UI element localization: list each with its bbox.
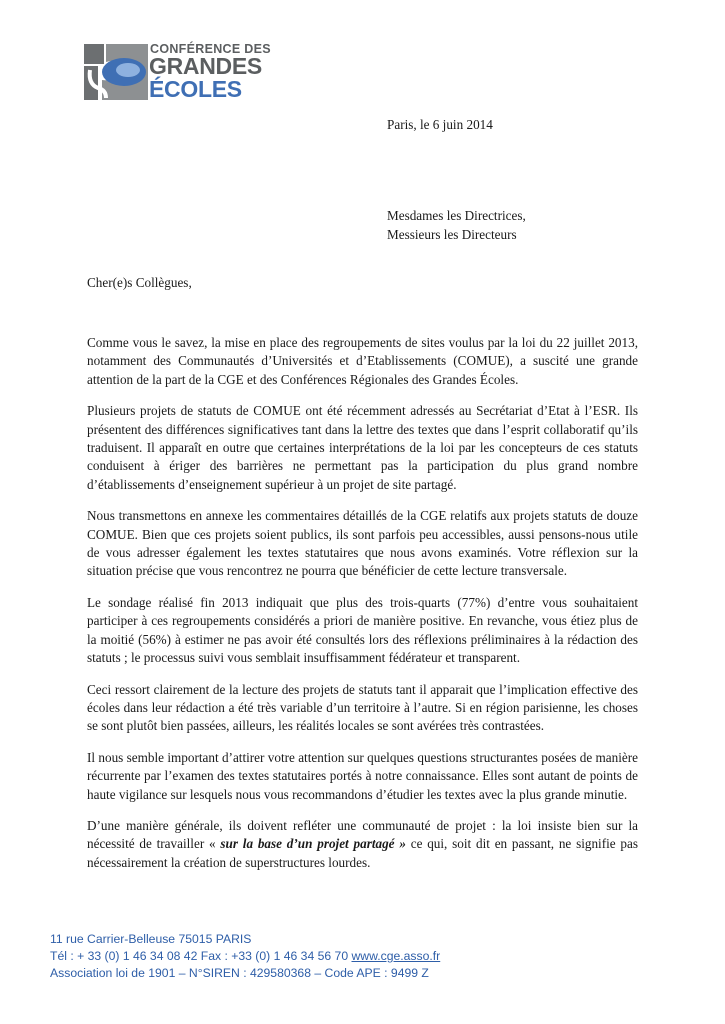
- logo-text-conference-des: CONFÉRENCE DES: [150, 42, 271, 56]
- paragraph-7-start: D’une manière générale, ils doivent refléter une communauté de projet : la loi insiste bien sur la nécessité de travailler «: [87, 817, 638, 852]
- paragraph-4: Le sondage réalisé fin 2013 indiquait que plus des trois-quarts (77%) d’entre vous souhaitaient participer à ces regroupements considérés a priori de manière positive. En revanche, vous étiez plus de la moitié (56%) à estimer ne pas avoir été consultés lors des réflexions préliminaires à la rédaction des statuts ; le processus suivi vous semblait insuffisamment fédérateur et transparent.: [87, 594, 638, 666]
- footer-address: 11 rue Carrier-Belleuse 75015 PARIS: [50, 932, 252, 946]
- letter-date: Paris, le 6 juin 2014: [387, 117, 493, 132]
- logo-text-ecoles: ÉCOLES: [149, 76, 242, 102]
- cge-logo-mark-icon: [84, 40, 148, 104]
- paragraph-7-end: ce qui, soit dit en passant, ne signifie pas nécessairement la création de superstructures lourdes.: [87, 836, 638, 870]
- recipient-block: [387, 207, 526, 244]
- recipient-line-1: Mesdames les Directrices,: [387, 208, 526, 223]
- footer-contact: [50, 948, 440, 965]
- paragraph-2: Plusieurs projets de statuts de COMUE ont été récemment adressés au Secrétariat d’Etat à l’ESR. Ils présentent des différences significatives tant dans la lettre des textes que dans l’esprit collaboratif qu’ils traduisent. Il apparaît en outre que certaines interprétations de la loi par les concepteurs de ces statuts conduisent à ériger des barrières ne permettant pas la participation du plus grand nombre d’établissements d’enseignement supérieur à un projet de site partagé.: [87, 403, 638, 492]
- footer-legal: Association loi de 1901 – N°SIREN : 429580368 – Code APE : 9499 Z: [50, 966, 429, 980]
- paragraph-3: Nous transmettons en annexe les commentaires détaillés de la CGE relatifs aux projets statuts de douze COMUE. Bien que ces projets soient publics, ils sont parfois peu accessibles, aussi pensons-nous utile de vous adresser également les textes statutaires que nous avons examinés. Votre réflexion sur la situation précise que vous rencontrez ne pourra que bénéficier de cette lecture transversale.: [87, 508, 638, 579]
- footer-website-link[interactable]: www.cge.asso.fr: [351, 949, 441, 963]
- recipient-line-2: Messieurs les Directeurs: [387, 226, 517, 242]
- paragraph-7: [87, 817, 638, 872]
- logo-text-grandes: GRANDES: [149, 53, 262, 79]
- salutation: Cher(e)s Collègues,: [87, 275, 192, 290]
- paragraph-1: Comme vous le savez, la mise en place des regroupements de sites voulus par la loi du 22 juillet 2013, notamment des Communautés d’Universités et d’Etablissements (COMUE), a suscité une grande attention de la part de la CGE et des Conférences Régionales des Grandes Écoles.: [87, 335, 638, 387]
- footer: [50, 931, 440, 982]
- cge-logo: [84, 40, 271, 104]
- footer-phone-fax: Tél : + 33 (0) 1 46 34 08 42 Fax : +33 (0) 1 46 34 56 70: [50, 949, 352, 963]
- paragraph-5: Ceci ressort clairement de la lecture des projets de statuts tant il apparait que l’implication effective des écoles dans leur rédaction a été très variable d’un territoire à l’autre. Si en région parisienne, les choses se sont plutôt bien passées, ailleurs, les réalités locales se sont avérées très contrastées.: [87, 681, 638, 734]
- paragraph-6: Il nous semble important d’attirer votre attention sur quelques questions structurantes posées de manière récurrente par l’examen des textes statutaires portés à notre connaissance. Elles sont autant de points de haute vigilance sur lesquels nous vous recommandons d’étudier les textes avec la plus grande minutie.: [87, 749, 638, 802]
- letter-body: [87, 334, 638, 885]
- paragraph-7-emphasis: sur la base d’un projet partagé »: [220, 836, 406, 852]
